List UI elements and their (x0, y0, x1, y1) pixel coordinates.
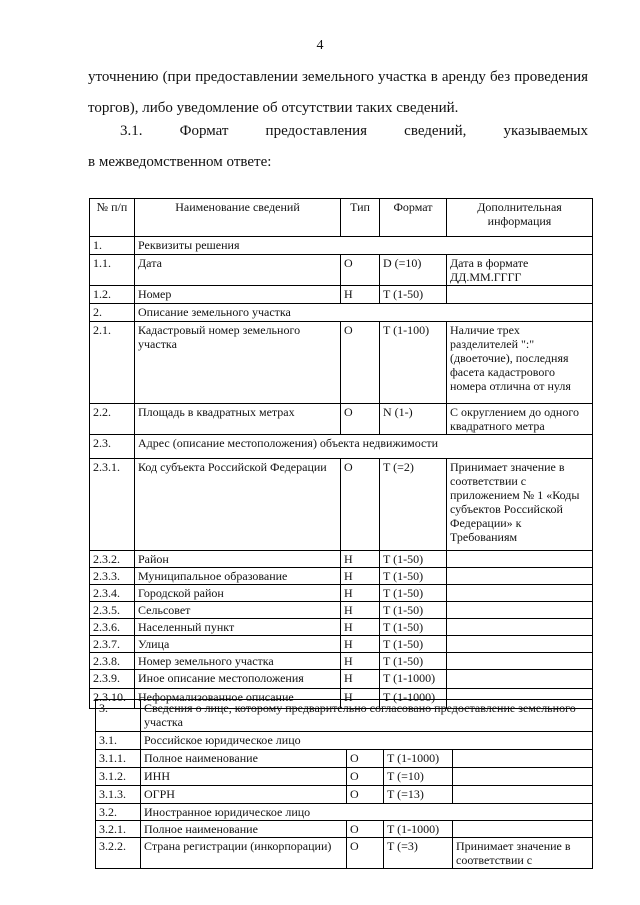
row-number: 2.3.2. (90, 551, 135, 568)
field-info: С округлением до одного квадратного метра (447, 404, 593, 435)
field-format: T (1-1000) (384, 750, 453, 768)
field-name: Площадь в квадратных метрах (135, 404, 341, 435)
table-row (96, 750, 593, 768)
field-info (453, 821, 593, 838)
field-type: Н (341, 653, 380, 670)
field-format: T (1-50) (380, 636, 447, 653)
header-info: Дополнительная информация (447, 199, 593, 237)
field-name: Неформализованное описание (135, 689, 341, 709)
paragraph-line-4: в межведомственном ответе: (88, 154, 272, 170)
row-number: 3.2.2. (96, 838, 141, 869)
field-info (447, 619, 593, 636)
field-format: T (1-1000) (380, 689, 447, 709)
table-section-row (96, 732, 593, 750)
row-number: 2.3.6. (90, 619, 135, 636)
field-type: Н (341, 585, 380, 602)
field-format: T (1-50) (380, 568, 447, 585)
header-num: № п/п (90, 199, 135, 237)
row-number: 3.1.3. (96, 786, 141, 804)
field-format: T (1-50) (380, 602, 447, 619)
field-name: ОГРН (141, 786, 347, 804)
row-number: 2.3.10. (90, 689, 135, 709)
field-type: О (347, 786, 384, 804)
table-row (90, 286, 593, 304)
field-info (453, 786, 593, 804)
field-info (447, 585, 593, 602)
field-name: Сельсовет (135, 602, 341, 619)
row-number: 2.3.9. (90, 670, 135, 689)
table-row (90, 670, 593, 689)
table-row (90, 459, 593, 551)
field-format: T (=2) (380, 459, 447, 551)
header-type: Тип (341, 199, 380, 237)
table-section-row (96, 700, 593, 732)
field-format: T (1-50) (380, 653, 447, 670)
field-format: T (1-100) (380, 322, 447, 404)
field-type: О (347, 768, 384, 786)
field-type: О (341, 459, 380, 551)
table-row (90, 619, 593, 636)
paragraph-line-2: торгов), либо уведомление об отсутствии таких сведений. (88, 100, 459, 116)
field-format: T (1-50) (380, 585, 447, 602)
field-info: Принимает значение в соответствии с (453, 838, 593, 869)
field-type: Н (341, 568, 380, 585)
header-format: Формат (380, 199, 447, 237)
row-number: 2.3. (90, 435, 135, 459)
field-info (447, 653, 593, 670)
field-name: Муниципальное образование (135, 568, 341, 585)
row-number: 2. (90, 304, 135, 322)
row-number: 2.3.4. (90, 585, 135, 602)
row-number: 1.1. (90, 255, 135, 286)
field-format: T (1-1000) (380, 670, 447, 689)
field-type: Н (341, 551, 380, 568)
section-title: Российское юридическое лицо (141, 732, 593, 750)
table-row (96, 821, 593, 838)
row-number: 3. (96, 700, 141, 732)
section-title: Описание земельного участка (135, 304, 593, 322)
table-row (96, 768, 593, 786)
section-title: Иностранное юридическое лицо (141, 804, 593, 821)
table-row (90, 255, 593, 286)
row-number: 3.1. (96, 732, 141, 750)
table-section-row (90, 304, 593, 322)
field-format: T (=3) (384, 838, 453, 869)
field-name: Городской район (135, 585, 341, 602)
row-number: 3.2. (96, 804, 141, 821)
row-number: 2.3.8. (90, 653, 135, 670)
section-title: Реквизиты решения (135, 237, 593, 255)
field-info: Принимает значение в соответствии с приложением № 1 «Коды субъектов Российской Федерации» к Требованиям (447, 459, 593, 551)
field-type: Н (341, 602, 380, 619)
field-info (447, 286, 593, 304)
row-number: 2.3.5. (90, 602, 135, 619)
section-title: Сведения о лице, которому предварительно согласовано предоставление земельного участка (141, 700, 593, 732)
row-number: 1.2. (90, 286, 135, 304)
field-type: Н (341, 619, 380, 636)
field-type: Н (341, 286, 380, 304)
field-type: О (341, 404, 380, 435)
row-number: 1. (90, 237, 135, 255)
field-format: D (=10) (380, 255, 447, 286)
table-row (96, 786, 593, 804)
header-name: Наименование сведений (135, 199, 341, 237)
table-section-row (90, 435, 593, 459)
row-number: 3.1.2. (96, 768, 141, 786)
row-number: 2.2. (90, 404, 135, 435)
field-name: Полное наименование (141, 750, 347, 768)
row-number: 3.1.1. (96, 750, 141, 768)
field-info (447, 602, 593, 619)
table-section-row (90, 237, 593, 255)
field-type: О (341, 255, 380, 286)
field-format: T (1-50) (380, 286, 447, 304)
paragraph-line-1: уточнению (при предоставлении земельного участка в аренду без проведения (88, 69, 588, 85)
field-type: О (347, 838, 384, 869)
table-row (90, 322, 593, 404)
table-row (90, 568, 593, 585)
field-type: Н (341, 670, 380, 689)
row-number: 2.3.7. (90, 636, 135, 653)
field-name: ИНН (141, 768, 347, 786)
field-format: N (1-) (380, 404, 447, 435)
field-format: T (1-50) (380, 551, 447, 568)
row-number: 2.3.1. (90, 459, 135, 551)
field-info: Дата в формате ДД.ММ.ГГГГ (447, 255, 593, 286)
field-format: T (=10) (384, 768, 453, 786)
row-number: 3.2.1. (96, 821, 141, 838)
field-name: Номер земельного участка (135, 653, 341, 670)
row-number: 2.3.3. (90, 568, 135, 585)
section-title: Адрес (описание местоположения) объекта недвижимости (135, 435, 593, 459)
field-name: Улица (135, 636, 341, 653)
table-row (90, 636, 593, 653)
field-info (447, 636, 593, 653)
field-name: Иное описание местоположения (135, 670, 341, 689)
field-format: T (1-50) (380, 619, 447, 636)
row-number: 2.1. (90, 322, 135, 404)
field-name: Номер (135, 286, 341, 304)
format-table (89, 198, 593, 709)
field-name: Кадастровый номер земельного участка (135, 322, 341, 404)
format-table-continued (95, 699, 593, 869)
field-name: Район (135, 551, 341, 568)
table-row (90, 585, 593, 602)
field-name: Полное наименование (141, 821, 347, 838)
field-type: О (347, 750, 384, 768)
table-row (96, 838, 593, 869)
field-info (447, 568, 593, 585)
table-row (90, 653, 593, 670)
field-name: Страна регистрации (инкорпорации) (141, 838, 347, 869)
field-type: Н (341, 689, 380, 709)
field-format: T (=13) (384, 786, 453, 804)
field-info (453, 768, 593, 786)
table-row (90, 551, 593, 568)
table-row (90, 404, 593, 435)
page-number: 4 (316, 38, 324, 53)
table-header-row (90, 199, 593, 237)
field-info (447, 551, 593, 568)
section-heading-3-1: 3.1. Формат предоставления сведений, указываемых (120, 123, 588, 139)
field-type: Н (341, 636, 380, 653)
field-info (447, 670, 593, 689)
field-type: О (341, 322, 380, 404)
field-name: Код субъекта Российской Федерации (135, 459, 341, 551)
table-row (90, 602, 593, 619)
field-name: Дата (135, 255, 341, 286)
field-name: Населенный пункт (135, 619, 341, 636)
field-info: Наличие трех разделителей ":" (двоеточие), последняя фасета кадастрового номера отлична от нуля (447, 322, 593, 404)
field-type: О (347, 821, 384, 838)
field-format: T (1-1000) (384, 821, 453, 838)
table-section-row (96, 804, 593, 821)
field-info (453, 750, 593, 768)
